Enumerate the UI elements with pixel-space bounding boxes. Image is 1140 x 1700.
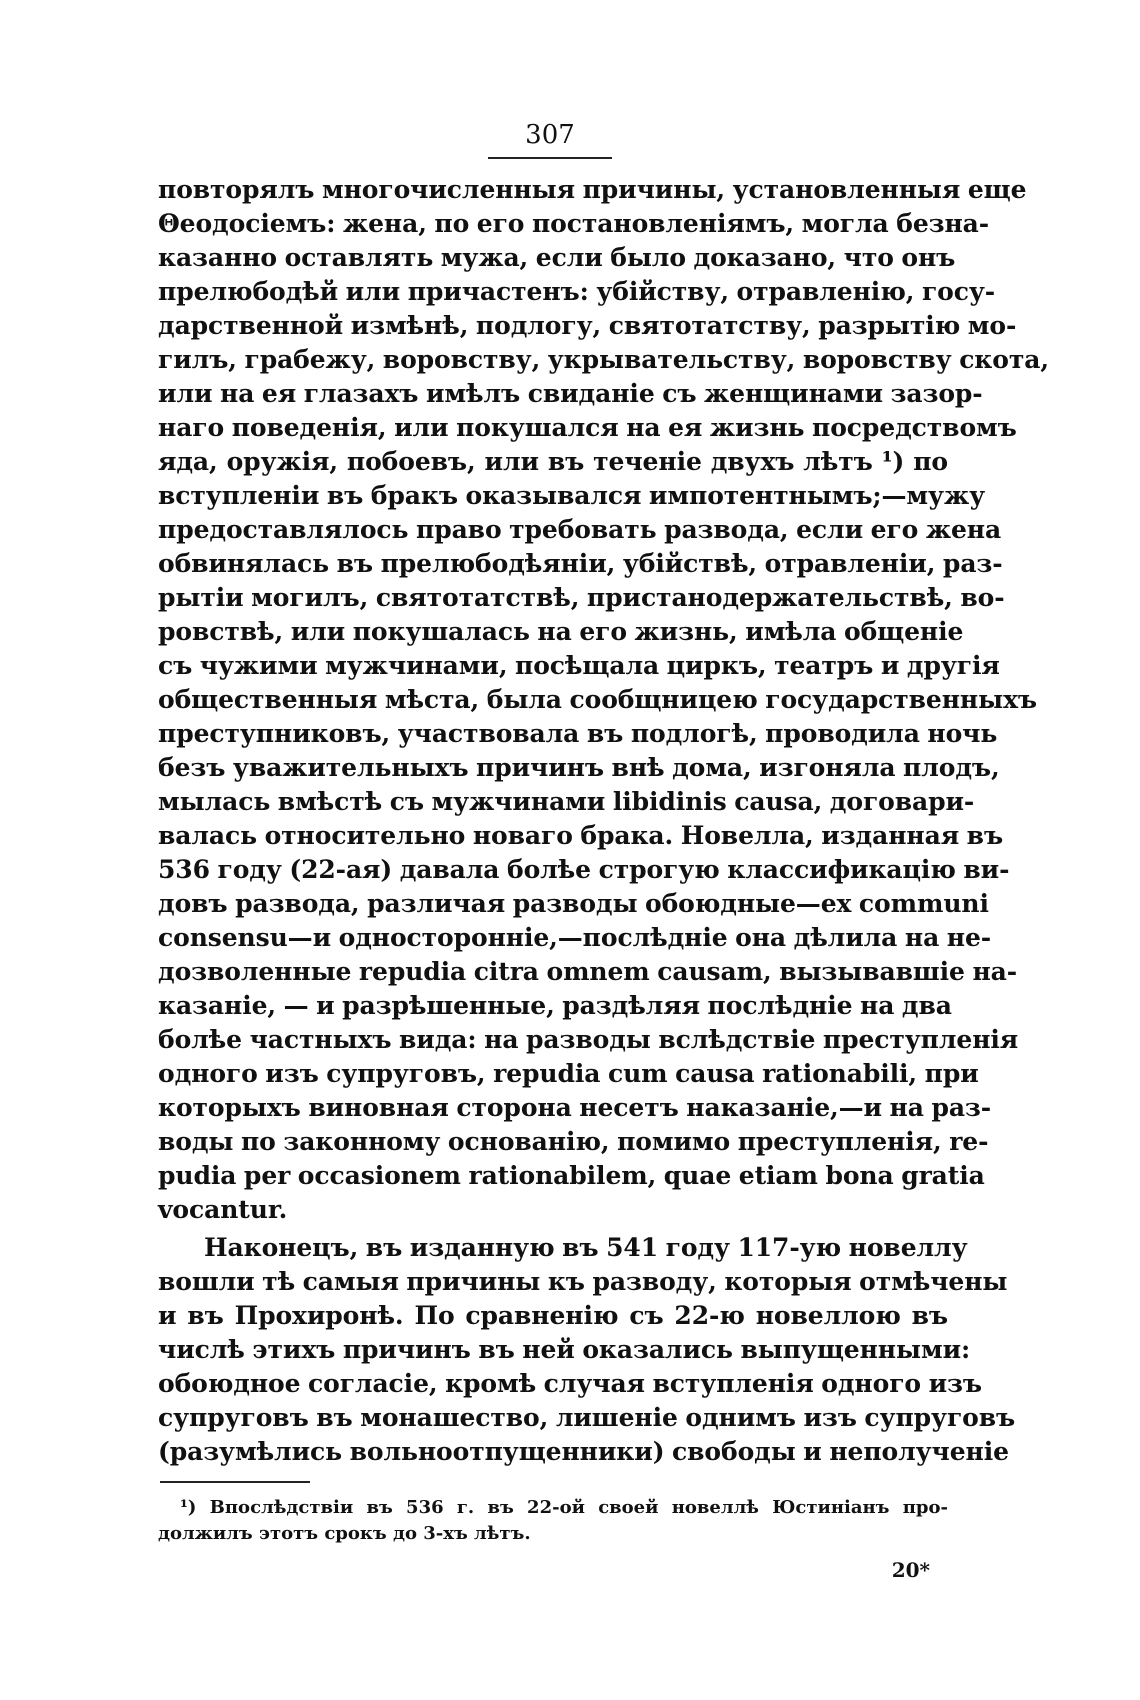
text-line: дозволенные repudia citra omnem causam, вызывавшіе на- bbox=[158, 957, 1018, 986]
page-number: 307 bbox=[525, 120, 575, 150]
text-line: vocantur. bbox=[158, 1195, 288, 1224]
text-line: преступниковъ, участвовала въ подлогѣ, проводила ночь bbox=[158, 719, 998, 748]
text-line: яда, оружія, побоевъ, или въ теченіе двухъ лѣтъ ¹) по bbox=[158, 447, 948, 476]
signature-mark: 20* bbox=[891, 1558, 930, 1582]
text-line: мылась вмѣстѣ съ мужчинами libidinis causa, договари- bbox=[158, 787, 975, 816]
text-line: и въ Прохиронѣ. По сравненію съ 22-ю новеллою въ bbox=[158, 1301, 948, 1330]
footnote-rule bbox=[160, 1481, 310, 1483]
text-line: общественныя мѣста, была сообщницею государственныхъ bbox=[158, 685, 1037, 714]
text-line: обвинялась въ прелюбодѣяніи, убійствѣ, отравленіи, раз- bbox=[158, 549, 1003, 578]
text-line: вступленіи въ бракъ оказывался импотентнымъ;—мужу bbox=[158, 481, 986, 510]
text-line: валась относительно новаго брака. Новелла, изданная въ bbox=[158, 821, 1004, 850]
text-line: (разумѣлись вольноотпущенники) свободы и неполученіе bbox=[158, 1437, 1009, 1466]
text-line: казанно оставлять мужа, если было доказано, что онъ bbox=[158, 243, 956, 272]
text-line: повторялъ многочисленныя причины, установленныя еще bbox=[158, 175, 1027, 204]
text-line: pudia per occasionem rationabilem, quae etiam bona gratia bbox=[158, 1161, 985, 1190]
text-line: гилъ, грабежу, воровству, укрывательству, воровству скота, bbox=[158, 345, 1049, 374]
text-line: казаніе, — и разрѣшенные, раздѣляя послѣдніе на два bbox=[158, 991, 952, 1020]
text-line: дарственной измѣнѣ, подлогу, святотатству, разрытію мо- bbox=[158, 311, 1017, 340]
text-line: съ чужими мужчинами, посѣщала циркъ, театръ и другія bbox=[158, 651, 1000, 680]
text-line: рытіи могилъ, святотатствѣ, пристанодержательствѣ, во- bbox=[158, 583, 1005, 612]
text-line: или на ея глазахъ имѣлъ свиданіе съ женщинами зазор- bbox=[158, 379, 983, 408]
footnote-line: ¹) Впослѣдствіи въ 536 г. въ 22-ой своей новеллѣ Юстиніанъ про- bbox=[180, 1497, 948, 1518]
text-line: супруговъ въ монашество, лишеніе однимъ изъ супруговъ bbox=[158, 1403, 1016, 1432]
text-line: которыхъ виновная сторона несетъ наказаніе,—и на раз- bbox=[158, 1093, 992, 1122]
text-line: наго поведенія, или покушался на ея жизнь посредствомъ bbox=[158, 413, 1017, 442]
text-line: числѣ этихъ причинъ въ ней оказались выпущенными: bbox=[158, 1335, 971, 1364]
text-line: довъ развода, различая разводы обоюдные—ex communi bbox=[158, 889, 989, 918]
text-line: безъ уважительныхъ причинъ внѣ дома, изгоняла плодъ, bbox=[158, 753, 1000, 782]
text-line: Θеодосіемъ: жена, по его постановленіямъ, могла безна- bbox=[158, 209, 990, 238]
text-line: воды по законному основанію, помимо преступленія, re- bbox=[158, 1127, 989, 1156]
page-number-rule bbox=[488, 157, 612, 159]
text-line: consensu—и односторонніе,—послѣдніе она дѣлила на не- bbox=[158, 923, 992, 952]
text-line: вошли тѣ самыя причины къ разводу, которыя отмѣчены bbox=[158, 1267, 1008, 1296]
text-line: ровствѣ, или покушалась на его жизнь, имѣла общеніе bbox=[158, 617, 964, 646]
text-line: прелюбодѣй или причастенъ: убійству, отравленію, госу- bbox=[158, 277, 996, 306]
footnote-line: должилъ этотъ срокъ до 3-хъ лѣтъ. bbox=[158, 1523, 531, 1544]
text-line: 536 году (22-ая) давала болѣе строгую классификацію ви- bbox=[158, 855, 1010, 884]
text-line: обоюдное согласіе, кромѣ случая вступленія одного изъ bbox=[158, 1369, 982, 1398]
text-line: одного изъ супруговъ, repudia cum causa rationabili, при bbox=[158, 1059, 979, 1088]
text-line: болѣе частныхъ вида: на разводы вслѣдствіе преступленія bbox=[158, 1025, 1019, 1054]
text-line: предоставлялось право требовать развода, если его жена bbox=[158, 515, 1002, 544]
text-line: Наконецъ, въ изданную въ 541 году 117-ую новеллу bbox=[204, 1233, 968, 1262]
